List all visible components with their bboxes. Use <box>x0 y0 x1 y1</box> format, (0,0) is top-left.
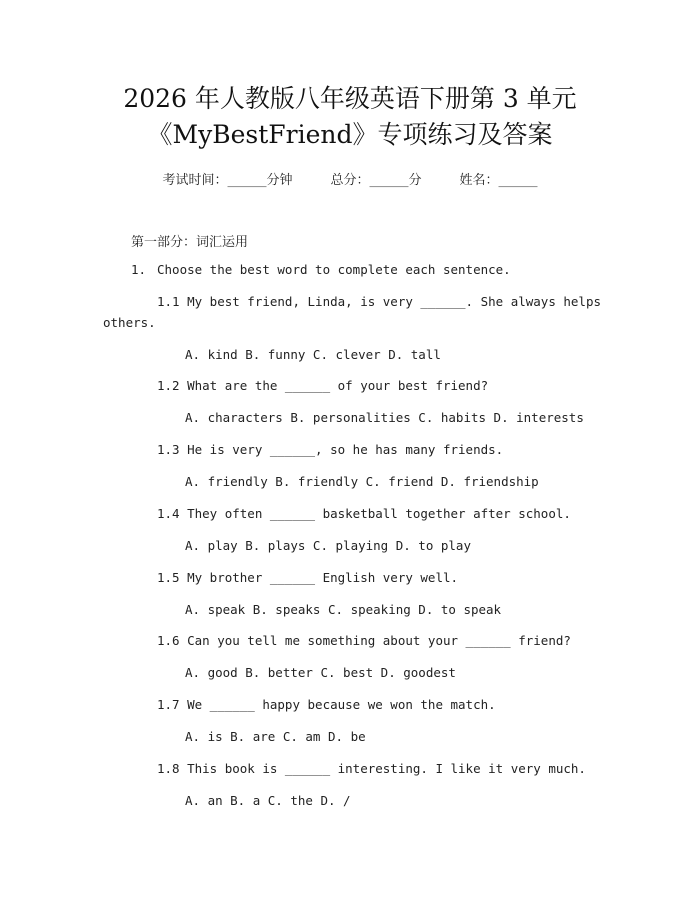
question-options: A. play B. plays C. playing D. to play <box>185 538 471 553</box>
question-stem: 1.6 Can you tell me something about your ______ friend? <box>157 633 571 648</box>
question-stem: 1.2 What are the ______ of your best friend? <box>157 378 489 393</box>
section-heading: 第一部分：词汇运用 <box>131 235 249 250</box>
question-stem: 1.4 They often ______ basketball together after school. <box>157 506 571 521</box>
question-options: A. kind B. funny C. clever D. tall <box>185 347 441 362</box>
instruction-number: 1. <box>131 262 147 277</box>
question-stem: 1.1 My best friend, Linda, is very ______. She always helps <box>157 294 602 309</box>
question-stem: 1.7 We ______ happy because we won the match. <box>157 697 496 712</box>
question-options: A. characters B. personalities C. habits D. interests <box>185 410 584 425</box>
question-options: A. speak B. speaks C. speaking D. to speak <box>185 602 502 617</box>
instruction-text: Choose the best word to complete each sentence. <box>157 262 511 277</box>
exam-time-field: 考试时间：______分钟 <box>162 173 293 188</box>
exam-info-row <box>0 169 700 188</box>
question-options: A. is B. are C. am D. be <box>185 729 366 744</box>
question-stem-continuation: others. <box>103 315 156 330</box>
question-stem: 1.3 He is very ______, so he has many friends. <box>157 442 504 457</box>
question-options: A. an B. a C. the D. / <box>185 793 351 808</box>
document-title-line-2: 《MyBestFriend》专项练习及答案 <box>147 120 553 149</box>
document-title-line-1: 2026 年人教版八年级英语下册第 3 单元 <box>123 84 577 113</box>
question-stem: 1.8 This book is ______ interesting. I like it very much. <box>157 761 586 776</box>
question-options: A. friendly B. friendly C. friend D. friendship <box>185 474 539 489</box>
student-name-field: 姓名：______ <box>459 173 538 188</box>
question-stem: 1.5 My brother ______ English very well. <box>157 570 459 585</box>
total-score-field: 总分：______分 <box>330 173 422 188</box>
question-options: A. good B. better C. best D. goodest <box>185 665 456 680</box>
